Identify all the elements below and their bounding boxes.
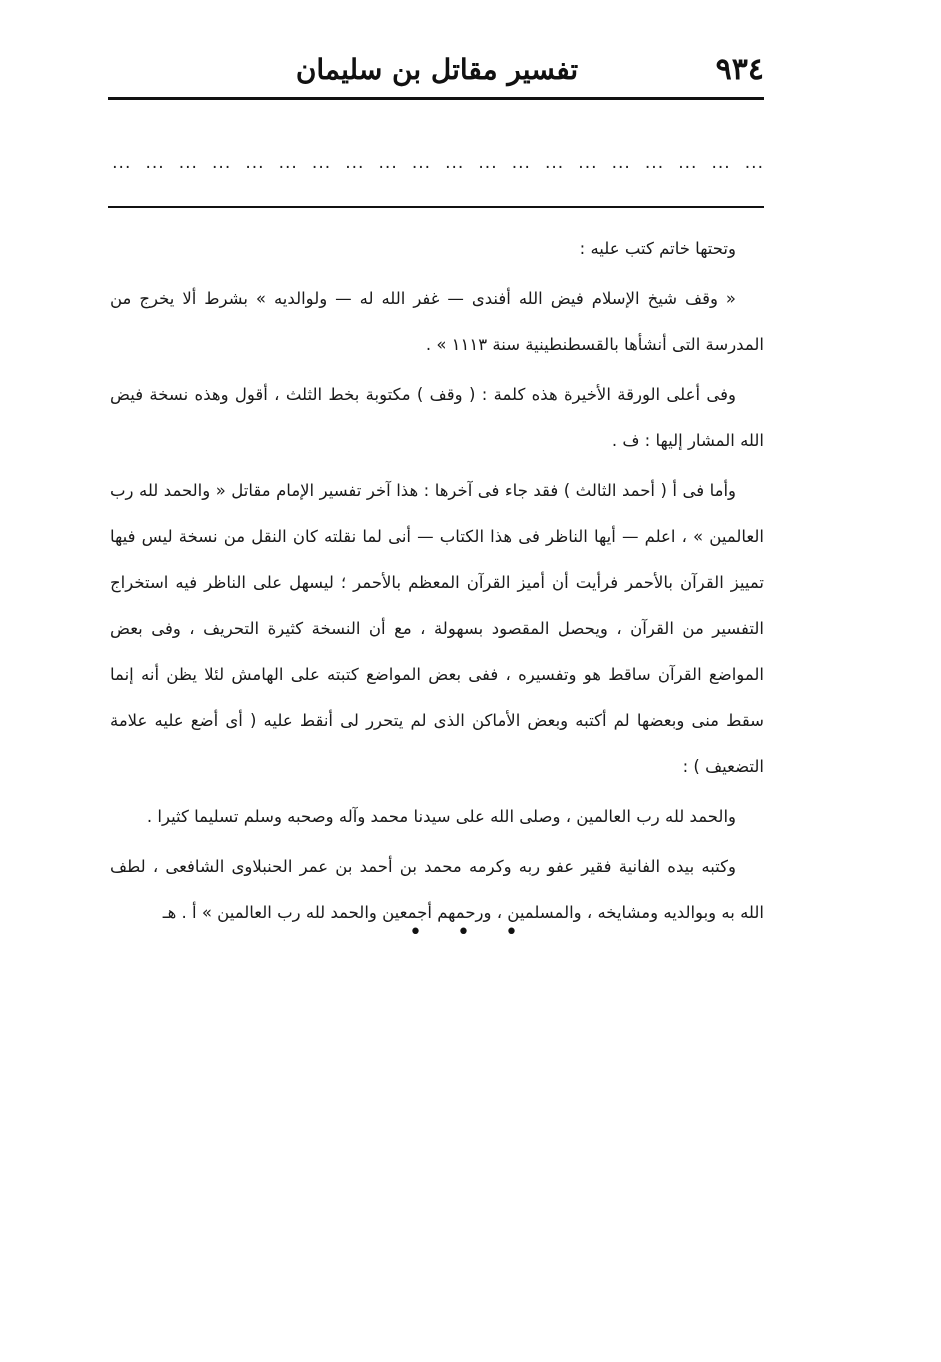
omission-dots: ...	[112, 153, 132, 173]
omission-dots: ...	[711, 153, 731, 173]
omission-dots: ...	[445, 153, 465, 173]
paragraph-seal-intro: وتحتها خاتم كتب عليه :	[579, 239, 736, 258]
omission-dots: ...	[611, 153, 631, 173]
paragraph-seal-text: « وقف شيخ الإسلام فيض الله أفندى — غفر الله له — ولوالديه » بشرط ألا يخرج من المدرسة التى أنشأها بالقسطنطينية سنة ١١١٣ » .	[110, 289, 764, 354]
page-header	[110, 50, 764, 92]
omission-dots: ...	[278, 153, 298, 173]
running-title: تفسير مقاتل بن سليمان	[295, 53, 579, 86]
paragraph-last-leaf: وفى أعلى الورقة الأخيرة هذه كلمة : ( وقف ) مكتوبة بخط الثلث ، أقول وهذه نسخة فيض الله المشار إليها : ف .	[110, 385, 764, 450]
page-number: ٩٣٤	[715, 52, 764, 87]
paragraph-ahmad-iii-colophon: وأما فى أ ( أحمد الثالث ) فقد جاء فى آخرها : هذا آخر تفسير الإمام مقاتل « والحمد لله رب العالمين » ، اعلم — أيها الناظر فى هذا الكتاب — أنى لما نقلته كان النقل من نسخة ليس فيها تمييز القرآن بالأحمر فرأيت أن أميز القرآن المعظم بالأحمر ؛ ليسهل على الناظر فيه استخراج التفسير من القرآن ، ويحصل المقصود بسهولة ، مع أن النسخة كثيرة التحريف ، وفى بعض المواضع القرآن ساقط هو وتفسيره ، ففى بعض المواضع كتبته على الهامش لئلا يظن أنه إنما سقط منى وبعضها لم أكتبه وبعض الأماكن الذى لم يتحرر لى أنقط عليه ( أى أضع عليه علامة التضعيف ) :	[110, 481, 764, 776]
omission-dots: ...	[378, 153, 398, 173]
omission-dots: ...	[644, 153, 665, 173]
omission-dots: ...	[545, 153, 565, 173]
body-text	[110, 226, 764, 936]
omission-dots: ...	[212, 153, 232, 173]
omission-dots: ...	[578, 153, 598, 173]
omission-dots-row	[112, 150, 764, 176]
omission-dots: ...	[678, 153, 698, 173]
section-rule	[108, 206, 764, 208]
omission-dots: ...	[245, 153, 265, 173]
omission-dots: ...	[145, 153, 165, 173]
omission-dots: ...	[178, 153, 198, 173]
omission-dots: ...	[311, 153, 332, 173]
omission-dots: ...	[345, 153, 365, 173]
paragraph-doxology: والحمد لله رب العالمين ، وصلى الله على سيدنا محمد وآله وصحبه وسلم تسليما كثيرا .	[146, 807, 736, 826]
omission-dots: ...	[478, 153, 498, 173]
omission-dots: ...	[511, 153, 531, 173]
omission-dots: ...	[744, 153, 764, 173]
header-rule	[108, 97, 764, 100]
paragraph-scribe: وكتبه بيده الفانية فقير عفو ربه وكرمه محمد بن أحمد بن عمر الحنبلاوى الشافعى ، لطف الله به وبوالديه ومشايخه ، والمسلمين ، ورحمهم أجمعين والحمد لله رب العالمين » أ . هـ	[110, 857, 764, 922]
end-ornament: • • •	[409, 920, 532, 945]
omission-dots: ...	[411, 153, 432, 173]
